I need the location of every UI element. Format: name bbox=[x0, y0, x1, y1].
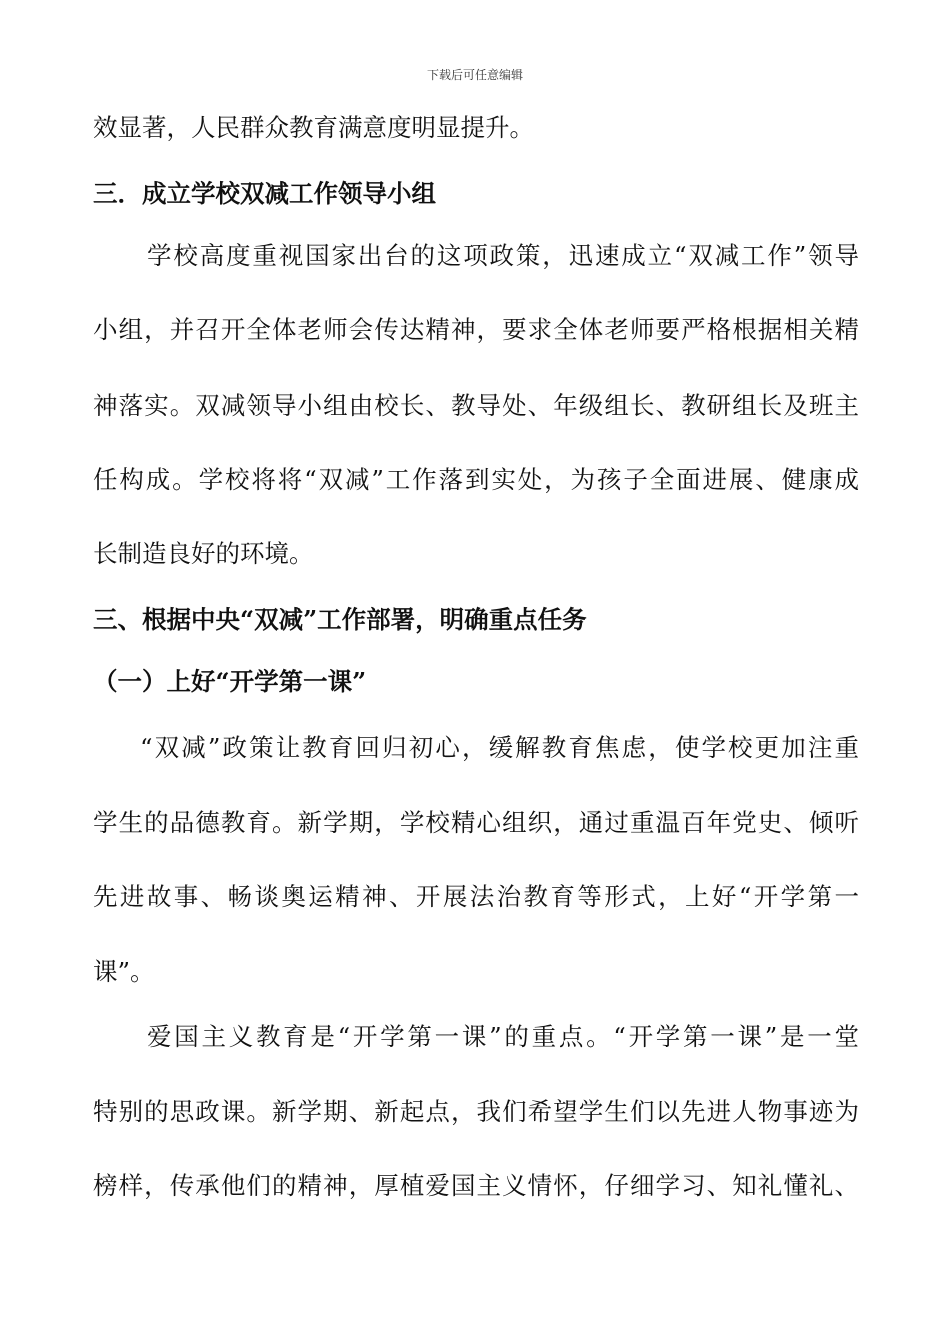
paragraph-line: 课”。 bbox=[93, 957, 155, 986]
paragraph-line: 神落实。双减领导小组由校长、教导处、年级组长、教研组长及班主 bbox=[93, 391, 859, 420]
paragraph-line: 小组，并召开全体老师会传达精神，要求全体老师要严格根据相关精 bbox=[93, 315, 859, 344]
paragraph-line: 效显著，人民群众教育满意度明显提升。 bbox=[93, 113, 534, 142]
subsection-heading: （一）上好“开学第一课” bbox=[93, 667, 367, 696]
section-heading: 三、根据中央“双减”工作部署，明确重点任务 bbox=[93, 605, 587, 634]
paragraph-line: 特别的思政课。新学期、新起点，我们希望学生们以先进人物事迹为 bbox=[93, 1097, 859, 1126]
paragraph-line: 长制造良好的环境。 bbox=[93, 539, 314, 568]
header-note: 下载后可任意编辑 bbox=[426, 68, 523, 82]
paragraph-line: 先进故事、畅谈奥运精神、开展法治教育等形式，上好“开学第一 bbox=[93, 882, 859, 911]
paragraph-line: 任构成。学校将将“双减”工作落到实处，为孩子全面进展、健康成 bbox=[93, 465, 859, 494]
paragraph-line: 学生的品德教育。新学期，学校精心组织，通过重温百年党史、倾听 bbox=[93, 808, 859, 837]
paragraph-line: 爱国主义教育是“开学第一课”的重点。“开学第一课”是一堂 bbox=[147, 1022, 859, 1051]
paragraph-line: 学校高度重视国家出台的这项政策，迅速成立“双减工作”领导 bbox=[147, 241, 859, 270]
paragraph-line: 榜样，传承他们的精神，厚植爱国主义情怀，仔细学习、知礼懂礼、 bbox=[93, 1171, 859, 1200]
section-heading: 三．成立学校双减工作领导小组 bbox=[93, 179, 436, 208]
paragraph-line: “双减”政策让教育回归初心，缓解教育焦虑，使学校更加注重 bbox=[140, 733, 859, 762]
